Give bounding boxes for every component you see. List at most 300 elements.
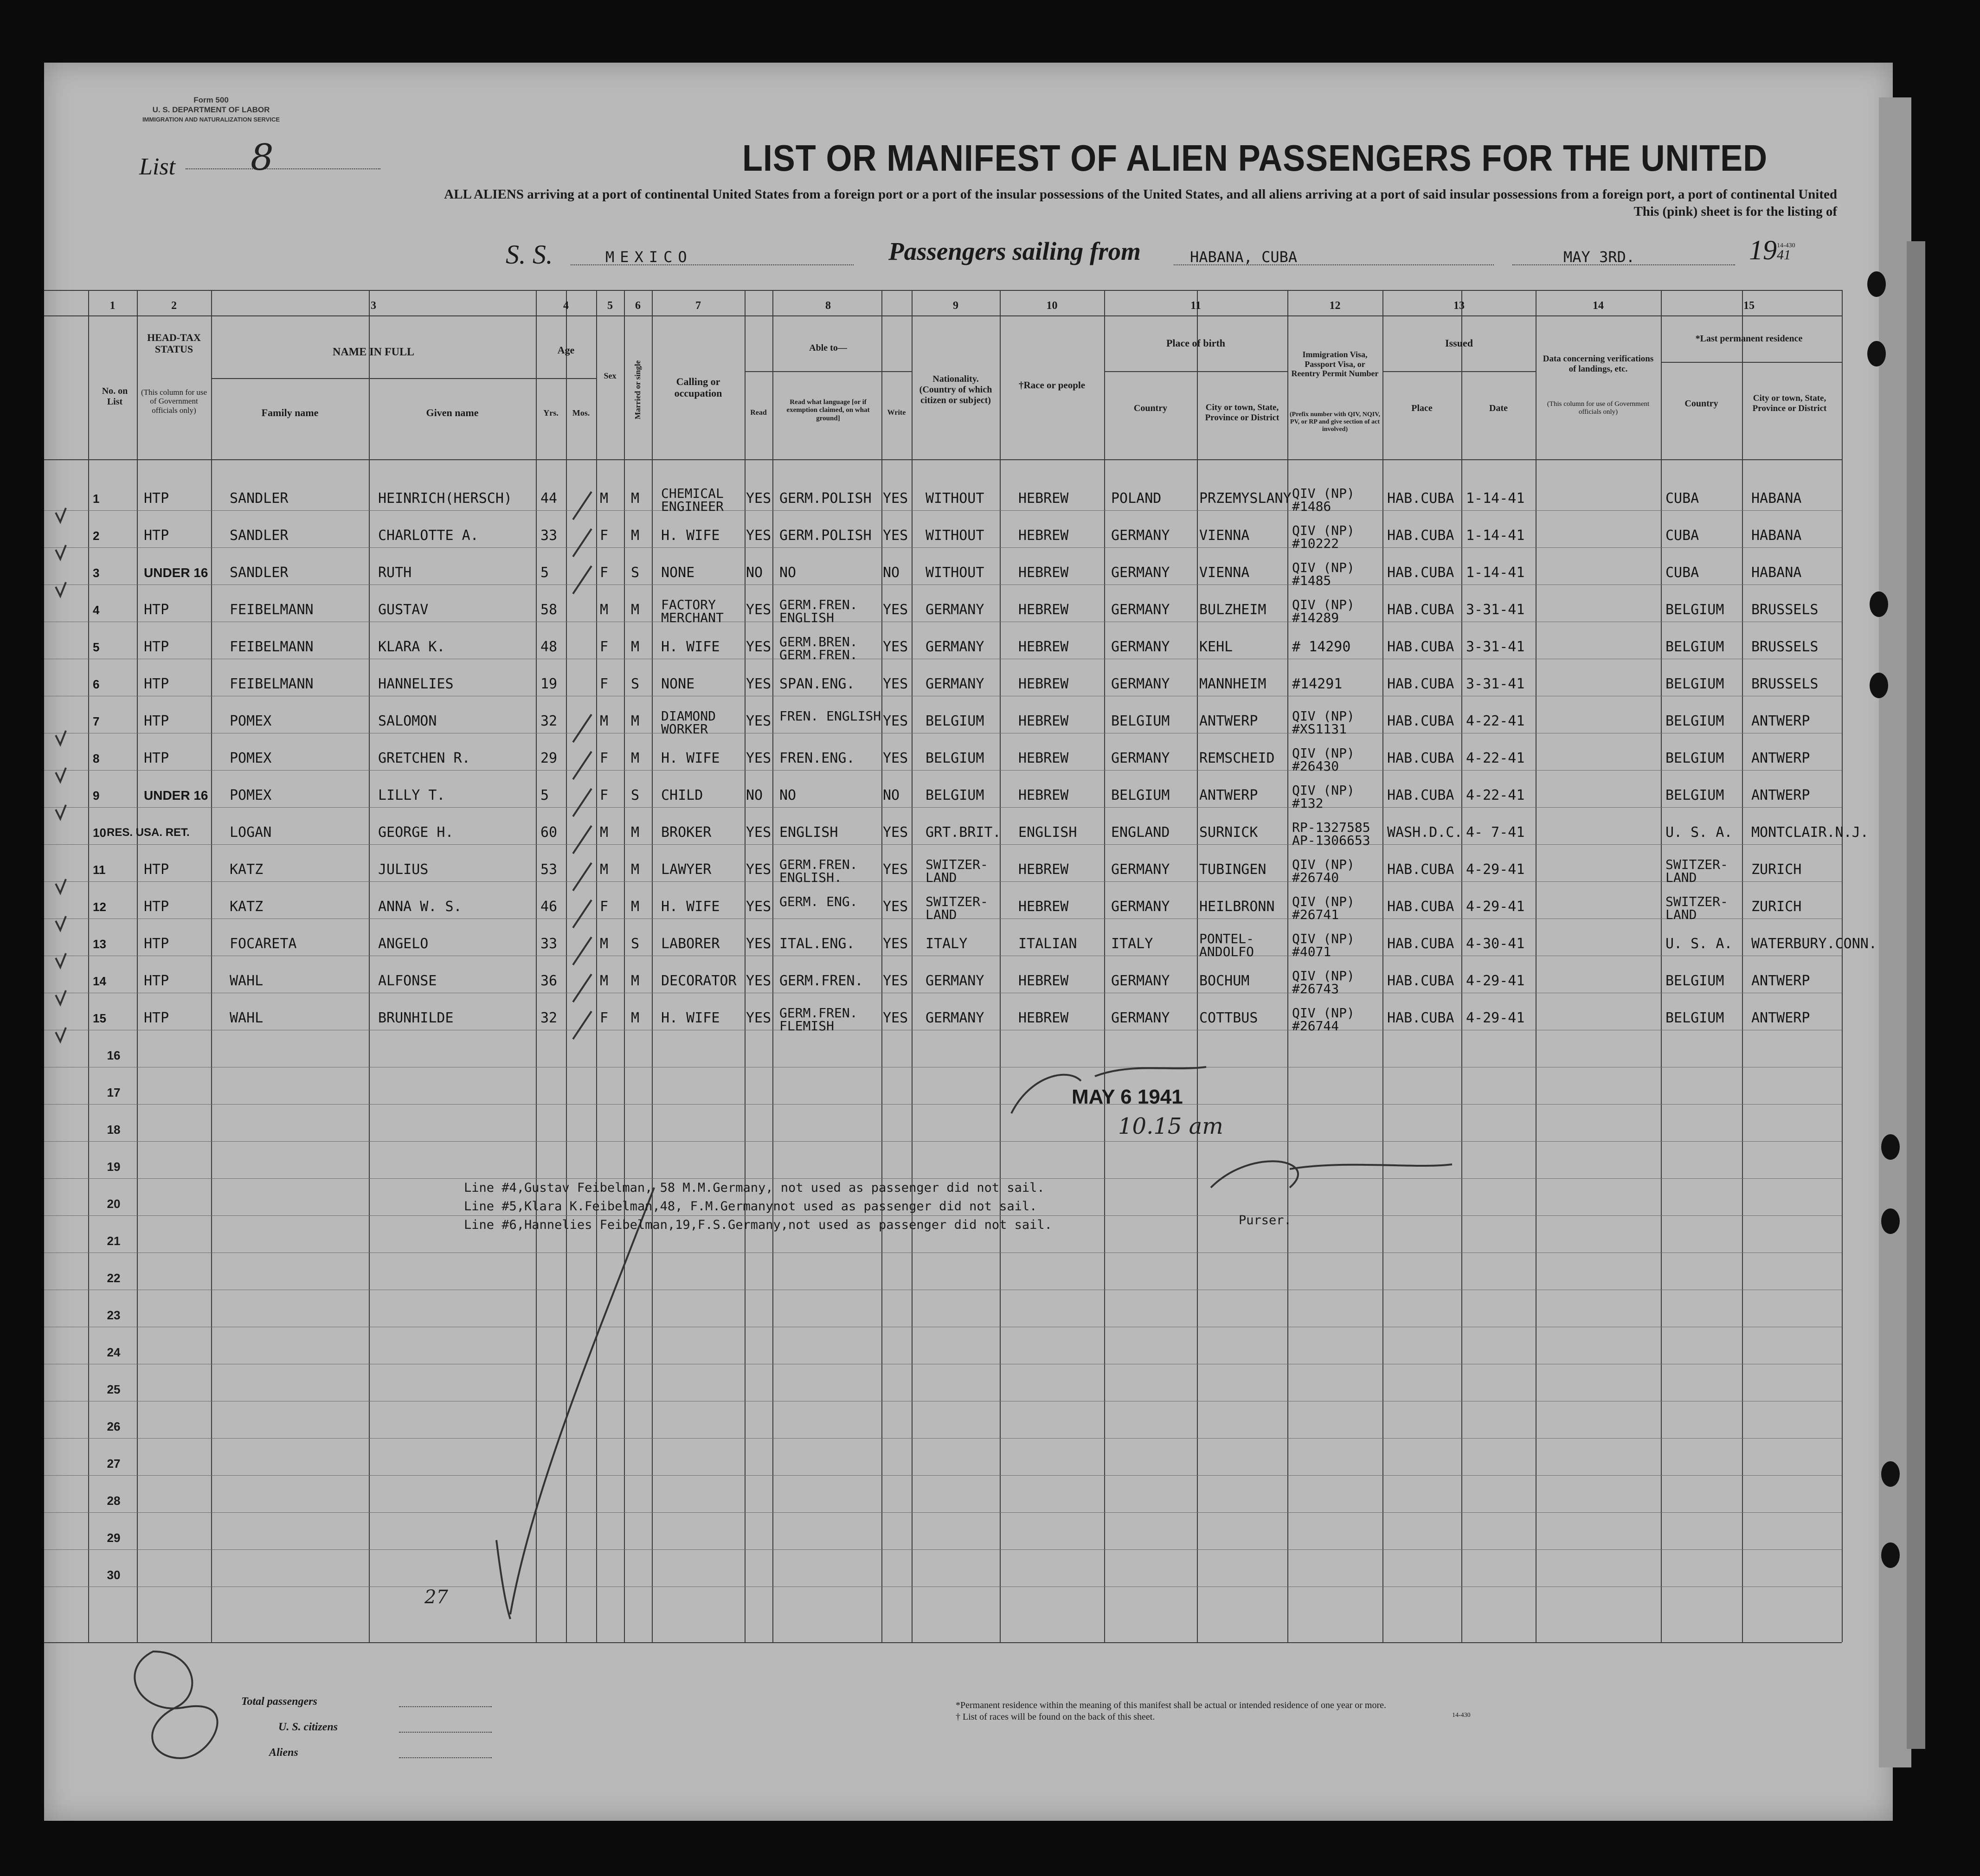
cell-no: 13: [93, 937, 106, 951]
cell-read: YES: [746, 1010, 771, 1026]
cell-issue-place: HAB.CUBA: [1387, 676, 1454, 692]
cell-res-city: BRUSSELS: [1751, 676, 1819, 692]
cell-visa: QIV (NP) #4071: [1292, 931, 1355, 959]
cell-visa: QIV (NP) #XS1131: [1292, 708, 1355, 737]
cell-family: POMEX: [230, 713, 272, 729]
cell-language: NO: [779, 787, 797, 803]
ship-name: MEXICO: [605, 248, 693, 266]
grid-subheader-line: [1382, 371, 1536, 372]
header-res-country: Country: [1684, 398, 1718, 409]
cell-sex: M: [600, 602, 609, 618]
subtitle: ALL ALIENS arriving at a port of continental United States from a foreign port or a port of the insular possessions of the United States, and all aliens arriving at a port of said insular possessions from a foreign port, a port of continental United: [444, 187, 1837, 202]
cell-no: 4: [93, 603, 100, 617]
cell-issue-date: 4- 7-41: [1466, 824, 1525, 841]
cell-no: 1: [93, 492, 100, 506]
cell-tax: RES. USA. RET.: [107, 826, 190, 839]
cell-birth-city: PRZEMYSLANY: [1199, 490, 1292, 507]
cell-birth-country: ENGLAND: [1111, 824, 1170, 841]
cell-issue-date: 4-30-41: [1466, 936, 1525, 952]
cell-yrs: 32: [540, 713, 558, 729]
cell-write: YES: [883, 602, 908, 618]
cell-language: GERM.FREN.: [779, 973, 863, 989]
cell-issue-place: HAB.CUBA: [1387, 1010, 1454, 1026]
cell-birth-city: SURNICK: [1199, 824, 1258, 841]
cell-res-country: CUBA: [1665, 527, 1699, 544]
row-number: 21: [107, 1234, 121, 1248]
cell-yrs: 32: [540, 1010, 558, 1026]
cell-sex: F: [600, 787, 609, 803]
cell-issue-place: HAB.CUBA: [1387, 639, 1454, 655]
cell-language: GERM.POLISH: [779, 490, 872, 507]
grid-header-line: [44, 459, 1842, 460]
cell-res-country: U. S. A.: [1665, 824, 1733, 841]
year-prefix: 19: [1749, 235, 1777, 265]
cell-res-country: BELGIUM: [1665, 1010, 1724, 1026]
cell-nationality: GERMANY: [926, 676, 984, 692]
header-read-language: Read what language [or if exemption claimed, on what ground]: [786, 398, 870, 422]
cell-tax: HTP: [144, 973, 169, 989]
cell-occupation: CHEMICAL ENGINEER: [661, 486, 724, 514]
cell-tax: HTP: [144, 602, 169, 618]
cell-occupation: CHILD: [661, 787, 703, 803]
header-nationality: Nationality. (Country of which citizen or subject): [919, 373, 992, 405]
cell-read: NO: [746, 787, 763, 803]
cell-issue-date: 4-29-41: [1466, 899, 1525, 915]
cell-no: 3: [93, 566, 100, 580]
grid-column-line: [1000, 290, 1001, 1642]
manifest-sheet: [44, 63, 1893, 1821]
col-number: 4: [563, 300, 569, 312]
cell-birth-city: REMSCHEID: [1199, 750, 1275, 766]
grid-subheader-line: [745, 371, 912, 372]
row-divider: [44, 1141, 1842, 1142]
cell-language: FREN. ENGLISH: [779, 708, 881, 724]
col-number: 3: [371, 300, 376, 312]
cell-birth-city: COTTBUS: [1199, 1010, 1258, 1026]
cell-given: CHARLOTTE A.: [378, 527, 479, 544]
row-number: 25: [107, 1382, 121, 1396]
cell-race: HEBREW: [1018, 527, 1069, 544]
cell-family: WAHL: [230, 973, 264, 989]
cell-res-country: SWITZER- LAND: [1665, 894, 1728, 922]
cell-issue-date: 4-29-41: [1466, 1010, 1525, 1026]
header-head-tax-note: (This column for use of Government officials only): [141, 387, 207, 415]
cell-sex: F: [600, 676, 609, 692]
grid-column-line: [912, 290, 913, 1642]
grid-subheader-line: [1661, 362, 1842, 363]
row-divider: [44, 807, 1842, 808]
cell-res-city: HABANA: [1751, 490, 1802, 507]
cell-read: YES: [746, 676, 771, 692]
binder-hole: [1881, 1461, 1900, 1487]
cell-birth-city: ANTWERP: [1199, 713, 1258, 729]
cell-race: ENGLISH: [1018, 824, 1077, 841]
cell-res-city: WATERBURY.CONN.: [1751, 936, 1877, 952]
cell-write: NO: [883, 565, 900, 581]
cell-given: HANNELIES: [378, 676, 454, 692]
cell-write: YES: [883, 639, 908, 655]
cell-visa: QIV (NP) #26740: [1292, 857, 1355, 885]
cell-birth-country: GERMANY: [1111, 899, 1170, 915]
row-divider: [44, 1178, 1842, 1179]
cell-res-city: ANTWERP: [1751, 787, 1810, 803]
header-calling: Calling or occupation: [674, 375, 722, 399]
cell-nationality: WITHOUT: [926, 527, 984, 544]
cell-nationality: ITALY: [926, 936, 968, 952]
ss-label: S. S.: [506, 239, 553, 270]
cell-issue-place: HAB.CUBA: [1387, 861, 1454, 878]
cell-no: 2: [93, 529, 100, 543]
cell-visa: QIV (NP) #26744: [1292, 1005, 1355, 1034]
col-number: 2: [171, 300, 177, 312]
cell-race: HEBREW: [1018, 602, 1069, 618]
row-divider: [44, 1215, 1842, 1216]
cell-nationality: SWITZER- LAND: [926, 894, 988, 922]
grid-column-line: [88, 290, 89, 1642]
cell-issue-date: 3-31-41: [1466, 639, 1525, 655]
cell-write: YES: [883, 936, 908, 952]
row-number: 18: [107, 1123, 121, 1137]
header-res-city: City or town, State, Province or District: [1752, 393, 1827, 413]
grid-number-line: [44, 315, 1842, 316]
cell-visa: #14291: [1292, 676, 1343, 692]
cell-race: HEBREW: [1018, 899, 1069, 915]
cell-res-city: HABANA: [1751, 527, 1802, 544]
cell-marital: S: [631, 676, 640, 692]
binder-hole: [1867, 341, 1886, 366]
cell-nationality: BELGIUM: [926, 713, 984, 729]
row-number: 22: [107, 1271, 121, 1285]
cell-nationality: GERMANY: [926, 639, 984, 655]
cell-tax: HTP: [144, 1010, 169, 1026]
header-landings-note: (This column for use of Government officials only): [1547, 400, 1650, 416]
cell-tax: HTP: [144, 639, 169, 655]
cell-res-city: ANTWERP: [1751, 1010, 1810, 1026]
cell-given: RUTH: [378, 565, 412, 581]
cell-family: KATZ: [230, 899, 264, 915]
cell-given: GRETCHEN R.: [378, 750, 470, 766]
cell-tax: UNDER 16: [144, 788, 208, 803]
cell-birth-country: GERMANY: [1111, 565, 1170, 581]
cell-write: YES: [883, 861, 908, 878]
cell-no: 8: [93, 752, 100, 765]
cell-yrs: 36: [540, 973, 558, 989]
binder-hole: [1881, 1134, 1900, 1160]
header-race: †Race or people: [1018, 379, 1086, 391]
cell-occupation: H. WIFE: [661, 1010, 720, 1026]
footnote-residence: *Permanent residence within the meaning of this manifest shall be actual or intended residence of one year or more.: [956, 1700, 1387, 1710]
cell-issue-date: 1-14-41: [1466, 490, 1525, 507]
row-divider: [44, 1512, 1842, 1513]
header-mos: Mos.: [572, 408, 590, 418]
cell-tax: HTP: [144, 527, 169, 544]
row-divider: [44, 510, 1842, 511]
grid-subheader-line: [211, 378, 536, 379]
us-citizens-label: U. S. citizens: [278, 1721, 338, 1733]
header-given-name: Given name: [426, 407, 479, 419]
cell-yrs: 60: [540, 824, 558, 841]
header-write: Write: [887, 408, 906, 417]
cell-tax: HTP: [144, 713, 169, 729]
cell-no: 15: [93, 1011, 106, 1025]
header-age: Age: [557, 344, 575, 356]
cell-given: LILLY T.: [378, 787, 445, 803]
row-divider: [44, 547, 1842, 548]
col-number: 14: [1593, 300, 1604, 312]
row-divider: [44, 1475, 1842, 1476]
service-name: IMMIGRATION AND NATURALIZATION SERVICE: [142, 116, 280, 123]
cell-write: YES: [883, 1010, 908, 1026]
cell-marital: M: [631, 639, 640, 655]
cell-tax: HTP: [144, 899, 169, 915]
cell-issue-place: HAB.CUBA: [1387, 787, 1454, 803]
row-number: 17: [107, 1086, 121, 1099]
cell-yrs: 46: [540, 899, 558, 915]
cell-res-city: ANTWERP: [1751, 713, 1810, 729]
cell-yrs: 29: [540, 750, 558, 766]
cell-birth-country: GERMANY: [1111, 750, 1170, 766]
cell-family: FEIBELMANN: [230, 602, 314, 618]
cell-language: FREN.ENG.: [779, 750, 855, 766]
cell-occupation: H. WIFE: [661, 527, 720, 544]
grid-top-line: [44, 290, 1842, 291]
cell-write: YES: [883, 899, 908, 915]
cell-read: YES: [746, 861, 771, 878]
cell-nationality: SWITZER- LAND: [926, 857, 988, 885]
cell-occupation: H. WIFE: [661, 750, 720, 766]
cell-res-country: SWITZER- LAND: [1665, 857, 1728, 885]
cell-res-city: ANTWERP: [1751, 750, 1810, 766]
department-name: U. S. DEPARTMENT OF LABOR: [152, 105, 270, 114]
row-number: 19: [107, 1160, 121, 1174]
cell-no: 9: [93, 789, 100, 803]
cell-marital: M: [631, 750, 640, 766]
col-number: 11: [1190, 300, 1201, 312]
grid-column-line: [624, 290, 625, 1642]
cell-race: HEBREW: [1018, 1010, 1069, 1026]
cell-yrs: 5: [540, 565, 549, 581]
cell-sex: F: [600, 1010, 609, 1026]
cell-birth-city: VIENNA: [1199, 565, 1250, 581]
cell-occupation: FACTORY MERCHANT: [661, 597, 724, 625]
cell-res-city: MONTCLAIR.N.J.: [1751, 824, 1869, 841]
grid-column-line: [211, 290, 212, 1642]
cell-birth-country: GERMANY: [1111, 1010, 1170, 1026]
cell-given: SALOMON: [378, 713, 437, 729]
col-number: 1: [109, 300, 116, 312]
grid-column-line: [881, 290, 882, 1642]
cell-birth-country: GERMANY: [1111, 602, 1170, 618]
header-yrs: Yrs.: [543, 408, 559, 418]
year: [1749, 234, 1791, 266]
cell-family: LOGAN: [230, 824, 272, 841]
sheet-note: This (pink) sheet is for the listing of: [1633, 204, 1837, 219]
cell-family: SANDLER: [230, 565, 289, 581]
cell-race: HEBREW: [1018, 787, 1069, 803]
note-line-6: Line #6,Hannelies Feibelman,19,F.S.Germany,not used as passenger did not sail.: [464, 1218, 1052, 1232]
grid-column-line: [772, 290, 773, 1642]
row-divider: [44, 1549, 1842, 1550]
grid-column-line: [1197, 290, 1198, 1642]
cell-language: NO: [779, 565, 797, 581]
cell-read: YES: [746, 824, 771, 841]
cell-issue-date: 4-22-41: [1466, 787, 1525, 803]
cell-res-city: BRUSSELS: [1751, 602, 1819, 618]
cell-visa: QIV (NP) #1485: [1292, 560, 1355, 588]
cell-res-country: CUBA: [1665, 565, 1699, 581]
cell-nationality: GRT.BRIT.: [926, 824, 1001, 841]
cell-birth-city: PONTEL- ANDOLFO: [1199, 931, 1254, 959]
cell-yrs: 53: [540, 861, 558, 878]
cell-read: YES: [746, 936, 771, 952]
cell-race: HEBREW: [1018, 676, 1069, 692]
grid-column-line: [652, 290, 653, 1642]
sailing-label: Passengers sailing from: [888, 237, 1141, 265]
cell-birth-country: GERMANY: [1111, 676, 1170, 692]
cell-race: HEBREW: [1018, 713, 1069, 729]
aliens-label: Aliens: [269, 1747, 298, 1759]
header-birth-city: City or town, State, Province or District: [1205, 403, 1279, 423]
header-family-name: Family name: [261, 407, 319, 419]
cell-birth-city: HEILBRONN: [1199, 899, 1275, 915]
cell-issue-date: 4-29-41: [1466, 973, 1525, 989]
cell-birth-country: POLAND: [1111, 490, 1162, 507]
cell-write: YES: [883, 490, 908, 507]
cell-nationality: WITHOUT: [926, 565, 984, 581]
cell-res-city: ANTWERP: [1751, 973, 1810, 989]
cell-write: YES: [883, 527, 908, 544]
cell-occupation: NONE: [661, 676, 695, 692]
cell-sex: F: [600, 750, 609, 766]
cell-issue-place: HAB.CUBA: [1387, 936, 1454, 952]
total-passengers-label: Total passengers: [241, 1696, 317, 1708]
cell-birth-city: ANTWERP: [1199, 787, 1258, 803]
cell-given: KLARA K.: [378, 639, 445, 655]
col-number: 9: [953, 300, 958, 312]
cell-tax: HTP: [144, 676, 169, 692]
cell-language: ENGLISH: [779, 824, 838, 841]
cell-family: KATZ: [230, 861, 264, 878]
cell-no: 5: [93, 640, 100, 654]
cell-birth-city: MANNHEIM: [1199, 676, 1266, 692]
grid-subheader-line: [536, 378, 596, 379]
cell-marital: M: [631, 713, 640, 729]
cell-write: YES: [883, 713, 908, 729]
header-head-tax: HEAD-TAX STATUS: [147, 331, 201, 355]
cell-marital: M: [631, 824, 640, 841]
cell-issue-date: 3-31-41: [1466, 602, 1525, 618]
cell-no: 6: [93, 677, 100, 691]
cell-nationality: WITHOUT: [926, 490, 984, 507]
grid-column-line: [1104, 290, 1105, 1642]
cell-given: BRUNHILDE: [378, 1010, 454, 1026]
cell-issue-date: 4-22-41: [1466, 750, 1525, 766]
header-married: Married or single: [633, 360, 643, 419]
cell-family: SANDLER: [230, 527, 289, 544]
cell-nationality: BELGIUM: [926, 750, 984, 766]
cell-given: ALFONSE: [378, 973, 437, 989]
cell-yrs: 58: [540, 602, 558, 618]
departure-port: HABANA, CUBA: [1190, 248, 1298, 266]
row-number: 29: [107, 1531, 121, 1545]
cell-res-city: ZURICH: [1751, 899, 1802, 915]
cell-visa: QIV (NP) #10222: [1292, 523, 1355, 551]
grid-column-line: [1742, 290, 1743, 1642]
cell-language: GERM.FREN. FLEMISH: [779, 1005, 858, 1034]
header-visa: Immigration Visa, Passport Visa, or Reentry Permit Number: [1291, 349, 1379, 379]
col-number: 13: [1453, 300, 1465, 312]
page-edge-back: [1907, 241, 1925, 1749]
sailing-date: MAY 3RD.: [1563, 248, 1635, 266]
form-identifier: [86, 95, 336, 124]
form-number: Form 500: [193, 96, 229, 104]
row-divider: [44, 1438, 1842, 1439]
cell-read: YES: [746, 750, 771, 766]
cell-res-country: BELGIUM: [1665, 713, 1724, 729]
aliens-line: [399, 1757, 492, 1758]
cell-no: 11: [93, 863, 106, 877]
margin-mark-27: 27: [424, 1587, 448, 1608]
header-place-of-birth: Place of birth: [1166, 337, 1226, 349]
cell-occupation: LABORER: [661, 936, 720, 952]
header-visa-note: (Prefix number with QIV, NQIV, PV, or RP and give section of act involved): [1290, 411, 1380, 433]
cell-marital: M: [631, 973, 640, 989]
cell-family: FEIBELMANN: [230, 639, 314, 655]
purser-label: Purser.: [1239, 1213, 1292, 1227]
cell-marital: M: [631, 490, 640, 507]
cell-tax: UNDER 16: [144, 565, 208, 580]
row-number: 20: [107, 1197, 121, 1211]
binder-hole: [1870, 591, 1888, 617]
cell-no: 14: [93, 974, 106, 988]
cell-family: POMEX: [230, 750, 272, 766]
cell-race: HEBREW: [1018, 750, 1069, 766]
header-landings: Data concerning verifications of landings, etc.: [1543, 354, 1654, 374]
cell-birth-city: KEHL: [1199, 639, 1233, 655]
cell-issue-place: WASH.D.C.: [1387, 824, 1463, 841]
grid-column-line: [1661, 290, 1662, 1642]
footnote-races: † List of races will be found on the back of this sheet.: [956, 1712, 1155, 1722]
cell-sex: M: [600, 861, 609, 878]
cell-visa: # 14290: [1292, 639, 1351, 655]
cell-occupation: H. WIFE: [661, 639, 720, 655]
cell-issue-place: HAB.CUBA: [1387, 490, 1454, 507]
cell-tax: HTP: [144, 750, 169, 766]
header-issue-place: Place: [1411, 403, 1433, 413]
cell-language: SPAN.ENG.: [779, 676, 855, 692]
row-number: 27: [107, 1457, 121, 1471]
cell-occupation: NONE: [661, 565, 695, 581]
cell-sex: M: [600, 824, 609, 841]
cell-occupation: DECORATOR: [661, 973, 737, 989]
cell-language: GERM.BREN. GERM.FREN.: [779, 634, 858, 662]
cell-sex: M: [600, 713, 609, 729]
cell-res-country: U. S. A.: [1665, 936, 1733, 952]
cell-sex: F: [600, 639, 609, 655]
cell-nationality: BELGIUM: [926, 787, 984, 803]
cell-race: HEBREW: [1018, 490, 1069, 507]
col-number: 12: [1329, 300, 1341, 312]
year-suffix: 41: [1777, 247, 1791, 263]
cell-language: ITAL.ENG.: [779, 936, 855, 952]
cell-race: HEBREW: [1018, 639, 1069, 655]
cell-res-country: CUBA: [1665, 490, 1699, 507]
cell-issue-place: HAB.CUBA: [1387, 973, 1454, 989]
header-sex: Sex: [604, 371, 617, 380]
cell-yrs: 33: [540, 527, 558, 544]
grid-bottom-line: [44, 1642, 1842, 1643]
cell-no: 10: [93, 826, 106, 840]
